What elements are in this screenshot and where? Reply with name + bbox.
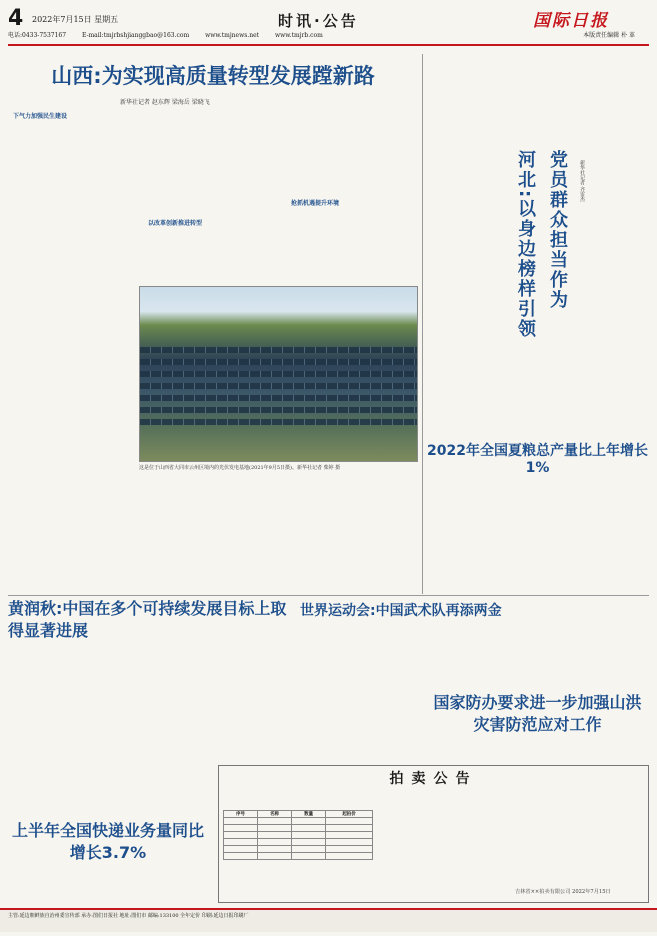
lead-column-2 [76,108,138,593]
auction-table-header: 数量 [292,811,326,818]
website-2[interactable]: www.tmjrb.com [274,32,323,39]
express-column-2 [112,870,212,906]
section-rule [8,595,649,596]
photo-caption: 这是位于山西省大同市云州区境内的光伏发电基地(2021年9月5日摄)。新华社记者 柴婷 摄 [139,465,341,471]
auction-title: 拍卖公告 [389,771,478,787]
party-headline: 党员群众担当作为 [547,150,568,310]
party-column-2 [590,60,649,430]
wushu-headline: 世界运动会:中国武术队再添两金 [300,603,502,619]
lead-column-5 [282,108,348,283]
flood-body [426,740,649,762]
lead-column-1 [8,108,72,593]
huang-column-2 [102,645,192,815]
website[interactable]: www.tmjnews.net [205,32,260,39]
lead-headline: 山西:为实现高质量转型发展蹚新路 [51,64,375,88]
lead-subhead-3: 抢抓机遇提升环境 [290,200,339,207]
auction-table-header: 起拍价 [326,811,373,818]
lead-subhead-1: 下气力加强民生建设 [12,113,67,120]
header-rule [8,44,649,46]
wushu-column-1 [300,622,400,762]
masthead [8,6,649,50]
solar-farm-photo [139,286,418,462]
grain-headline: 2022年全国夏粮总产量比上年增长1% [427,443,648,476]
issue-date: 2022年7月15日 星期五 [32,15,119,24]
express-headline: 上半年全国快递业务量同比增长3.7% [11,821,204,862]
wushu-column-2 [404,622,422,762]
section-title: 时讯·公告 [278,12,359,30]
huang-headline: 黄润秋:中国在多个可持续发展目标上取得显著进展 [8,599,287,640]
lead-column-6 [352,108,418,283]
huang-column-3 [196,645,288,765]
party-column-1 [426,60,506,430]
hotline: 电话:0433-7537167 [8,32,67,39]
party-subheadline: 河北:以身边榜样引领 [515,150,536,340]
lead-column-3 [142,108,208,283]
auction-body-1 [379,786,509,896]
contact-row [8,30,649,42]
email[interactable]: E-mail:tmjrbshjianggbao@163.com [81,32,190,39]
auction-notice [218,765,649,903]
grain-column-1 [426,464,536,594]
auction-table [223,810,373,860]
auction-table-header: 序号 [224,811,258,818]
huang-column-1 [8,645,98,815]
auction-body-2 [515,786,645,886]
page-number: 4 [8,6,24,31]
lead-subhead-2: 以改革创新推进转型 [147,220,202,227]
party-byline: 新华社记者 齐雷杰 [579,160,585,202]
lead-column-4 [212,108,278,283]
auction-table-header: 名称 [258,811,292,818]
column-rule [422,54,423,594]
footer: 主管:延边朝鲜族自治州委宣传部 承办:图们日报社 地址:图们市 邮编:133100 全年定价 印刷:延边日报印刷厂 [0,908,657,932]
express-column-1 [8,870,108,906]
editor: 本版责任编辑 朴 革 [583,32,635,39]
flood-headline: 国家防办要求进一步加强山洪灾害防范应对工作 [433,693,642,734]
lead-byline: 新华社记者 赵东辉 梁海岳 梁晓飞 [120,99,210,106]
grain-column-2 [540,464,649,594]
auction-signature: 吉林省××拍卖有限公司 2022年7月15日 [515,889,611,895]
newspaper-logo: 国际日报 [533,11,609,31]
